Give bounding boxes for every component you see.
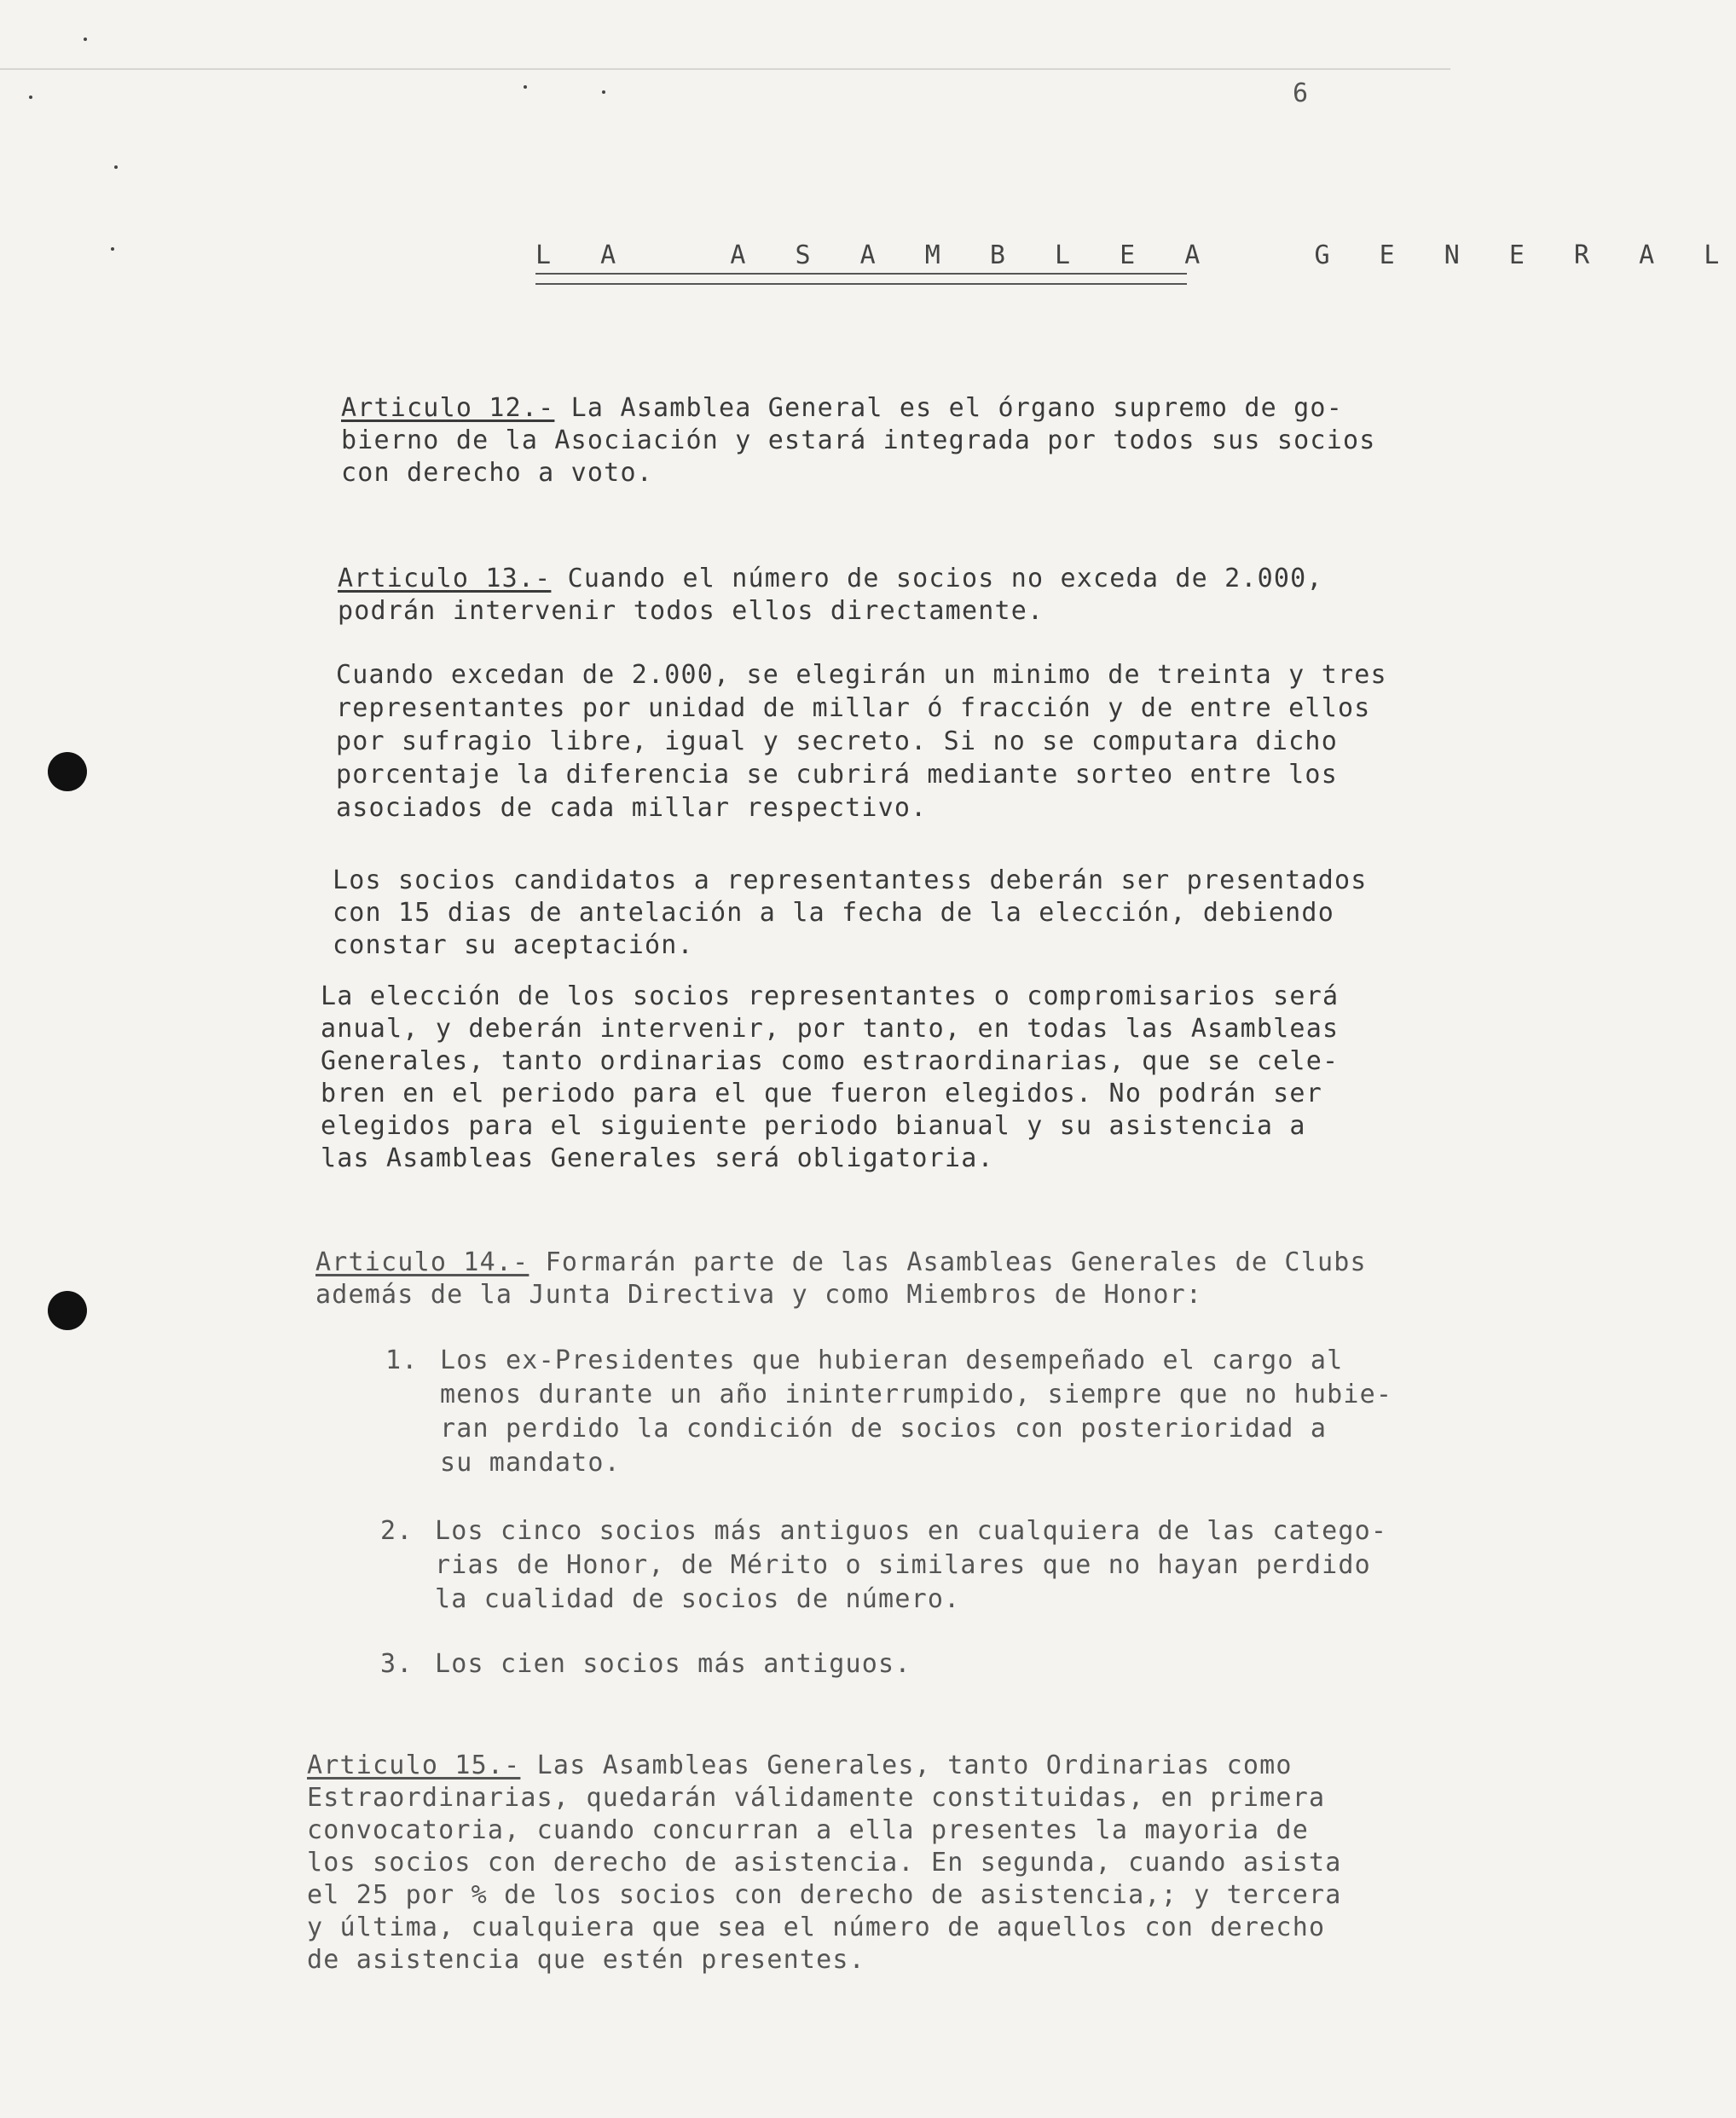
- speck: [29, 95, 32, 99]
- article-label: Articulo 13.-: [338, 564, 552, 593]
- paragraph: Los socios candidatos a representantess deberán ser presentados con 15 dias de antelación a la fecha de la elección, debiendo constar su aceptación.: [333, 865, 1368, 960]
- speck: [111, 247, 114, 251]
- list-item-text: Los cien socios más antiguos.: [435, 1649, 911, 1679]
- article-text: Las Asambleas Generales, tanto Ordinarias como Estraordinarias, quedarán válidamente constituidas, en primera convocatoria, cuando concurran a ella presentes la mayoria de los socios con derecho de asistencia. En segunda, cuando asista el 25 por % de los socios con derecho de asistencia,; y tercera y última, cualquiera que sea el número de aquellos con derecho de asistencia que estén presentes.: [307, 1751, 1342, 1975]
- paragraph: Cuando excedan de 2.000, se elegirán un minimo de treinta y tres representantes por unidad de millar ó fracción y de entre ellos por sufragio libre, igual y secreto. Si no se computara dicho porcentaje la diferencia se cubrirá mediante sorteo entre los asociados de cada millar respectivo.: [336, 660, 1387, 823]
- article-text: Formarán parte de las Asambleas Generales de Clubs además de la Junta Directiva y como Miembros de Honor:: [315, 1247, 1367, 1310]
- heading-double-underline: [535, 273, 1187, 285]
- article-14: [315, 1247, 1441, 1311]
- speck: [602, 90, 605, 94]
- list-item-number: 2.: [380, 1516, 414, 1546]
- article-12: [341, 392, 1441, 489]
- page-number: 6: [1293, 78, 1309, 108]
- speck: [524, 85, 527, 89]
- speck: [84, 38, 87, 41]
- list-item-text: Los ex-Presidentes que hubieran desempeñado el cargo al menos durante un año ininterrumpido, siempre que no hubie- ran perdido la condición de socios con posterioridad a su mandato.: [440, 1345, 1393, 1478]
- article-label: Articulo 14.-: [315, 1247, 529, 1277]
- punch-hole: [48, 1291, 87, 1330]
- article-13: [338, 563, 1438, 628]
- punch-hole: [48, 752, 87, 791]
- list-item-text: Los cinco socios más antiguos en cualquiera de las catego- rias de Honor, de Mérito o similares que no hayan perdido la cualidad de socios de número.: [435, 1516, 1388, 1614]
- article-label: Articulo 12.-: [341, 393, 555, 423]
- article-text: Cuando el número de socios no exceda de 2.000, podrán intervenir todos ellos directamente.: [338, 564, 1323, 626]
- list-item-number: 1.: [385, 1345, 419, 1375]
- list-item-number: 3.: [380, 1649, 414, 1679]
- paragraph: La elección de los socios representantes o compromisarios será anual, y deberán intervenir, por tanto, en todas las Asambleas Generales, tanto ordinarias como estraordinarias, que se cele- bren en el periodo para el que fueron elegidos. No podrán ser elegidos para el siguiente periodo bianual y su asistencia a las Asambleas Generales será obligatoria.: [321, 981, 1340, 1173]
- section-heading: L A A S A M B L E A G E N E R A L: [535, 240, 1736, 270]
- article-15: [307, 1750, 1432, 1976]
- top-edge-line: [0, 68, 1450, 70]
- article-text: La Asamblea General es el órgano supremo de go- bierno de la Asociación y estará integrada por todos sus socios con derecho a voto.: [341, 393, 1376, 488]
- article-label: Articulo 15.-: [307, 1751, 521, 1780]
- speck: [114, 165, 118, 169]
